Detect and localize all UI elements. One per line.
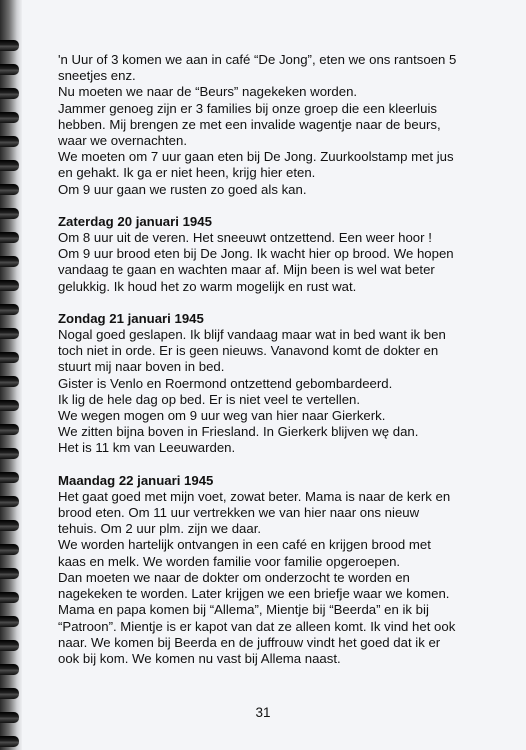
text-line: stuurt mij naar boven in bed. <box>58 359 225 375</box>
binding-coil <box>0 328 19 339</box>
text-line: Dan moeten we naar de dokter om onderzocht te worden en <box>58 569 410 585</box>
text-line: sneetjes enz. <box>58 68 136 84</box>
binding-coil <box>0 472 19 483</box>
text-line: naar. We komen bij Beerda en de juffrouw vindt het goed dat ik er <box>58 634 441 650</box>
binding-coil <box>0 592 19 603</box>
text-line: en gehakt. Ik ga er niet heen, krijg hier eten. <box>58 165 316 181</box>
text-line: We zitten bijna boven in Friesland. In Gierkerk blijven wę dan. <box>58 424 419 440</box>
binding-coil <box>0 304 19 315</box>
binding-coil <box>0 736 19 747</box>
binding-coil <box>0 208 19 219</box>
text-line: kaas en melk. We worden familie voor familie opgeroepen. <box>58 553 401 569</box>
binding-coil <box>0 88 19 99</box>
binding-coil <box>0 544 19 555</box>
text-line: Mama en papa komen bij “Allema”, Mientje bij “Beerda” en ik bij <box>58 602 429 618</box>
text-line: We worden hartelijk ontvangen in een café en krijgen brood met <box>58 537 431 553</box>
diary-entry <box>58 473 498 667</box>
binding-coil <box>0 280 19 291</box>
text-line: Om 9 uur gaan we rusten zo goed als kan. <box>58 181 307 197</box>
binding-coil <box>0 376 19 387</box>
text-line: Nogal goed geslapen. Ik blijf vandaag maar wat in bed want ik ben <box>58 327 446 343</box>
binding-coil <box>0 232 19 243</box>
text-line: vandaag te gaan en wachten maar af. Mijn been is wel wat beter <box>58 262 435 278</box>
diary-entry <box>58 311 498 457</box>
text-line: toch niet in orde. Er is geen nieuws. Vanavond komt de dokter en <box>58 343 439 359</box>
binding-coil <box>0 352 19 363</box>
spiral-binding <box>0 0 22 750</box>
binding-coil <box>0 616 19 627</box>
text-line: tehuis. Om 2 uur plm. zijn we daar. <box>58 521 262 537</box>
text-line: gelukkig. Ik houd het zo warm mogelijk en rust wat. <box>58 278 357 294</box>
binding-coil <box>0 136 19 147</box>
entry-date-heading: Zaterdag 20 januari 1945 <box>58 213 212 229</box>
diary-text <box>58 52 498 667</box>
binding-coil <box>0 496 19 507</box>
binding-coil <box>0 640 19 651</box>
binding-coil <box>0 64 19 75</box>
binding-coil <box>0 520 19 531</box>
entry-date-heading: Zondag 21 januari 1945 <box>58 310 204 326</box>
text-line: We moeten om 7 uur gaan eten bij De Jong. Zuurkoolstamp met jus <box>58 149 454 165</box>
page-number: 31 <box>255 705 271 720</box>
binding-coil <box>0 256 19 267</box>
binding-coil <box>0 40 19 51</box>
binding-coil <box>0 184 19 195</box>
intro-paragraph <box>58 52 498 198</box>
text-line: “Patroon”. Mientje is er kapot van dat ze alleen komt. Ik vind het ook <box>58 618 456 634</box>
binding-coil <box>0 448 19 459</box>
text-line: Nu moeten we naar de “Beurs” nagekeken worden. <box>58 84 358 100</box>
text-line: Het gaat goed met mijn voet, zowat beter. Mama is naar de kerk en <box>58 488 451 504</box>
text-line: Jammer genoeg zijn er 3 families bij onze groep die een kleerluis <box>58 100 437 116</box>
text-line: ook bij kom. We komen nu vast bij Allema naast. <box>58 650 341 666</box>
text-line: Om 9 uur brood eten bij De Jong. Ik wacht hier op brood. We hopen <box>58 246 454 262</box>
text-line: Het is 11 km van Leeuwarden. <box>58 440 236 456</box>
binding-coil <box>0 424 19 435</box>
text-line: Om 8 uur uit de veren. Het sneeuwt ontzettend. Een weer hoor ! <box>58 230 432 246</box>
text-line: brood eten. Om 11 uur vertrekken we van hier naar ons nieuw <box>58 505 420 521</box>
binding-coil <box>0 160 19 171</box>
text-line: 'n Uur of 3 komen we aan in café “De Jong”, eten we ons rantsoen 5 <box>58 52 457 67</box>
binding-coil <box>0 112 19 123</box>
text-line: Gister is Venlo en Roermond ontzettend gebombardeerd. <box>58 375 393 391</box>
text-line: We wegen mogen om 9 uur weg van hier naar Gierkerk. <box>58 408 386 424</box>
binding-coil <box>0 688 19 699</box>
text-line: waar we overnachten. <box>58 133 188 149</box>
entry-date-heading: Maandag 22 januari 1945 <box>58 472 214 488</box>
diary-entry <box>58 214 498 295</box>
text-line: Ik lig de hele dag op bed. Er is niet veel te vertellen. <box>58 391 361 407</box>
text-line: hebben. Mij brengen ze met een invalide wagentje naar de beurs, <box>58 116 441 132</box>
binding-coil <box>0 568 19 579</box>
binding-coil <box>0 664 19 675</box>
text-line: nagekeken te worden. Later krijgen we een briefje waar we komen. <box>58 586 450 602</box>
binding-coil <box>0 400 19 411</box>
